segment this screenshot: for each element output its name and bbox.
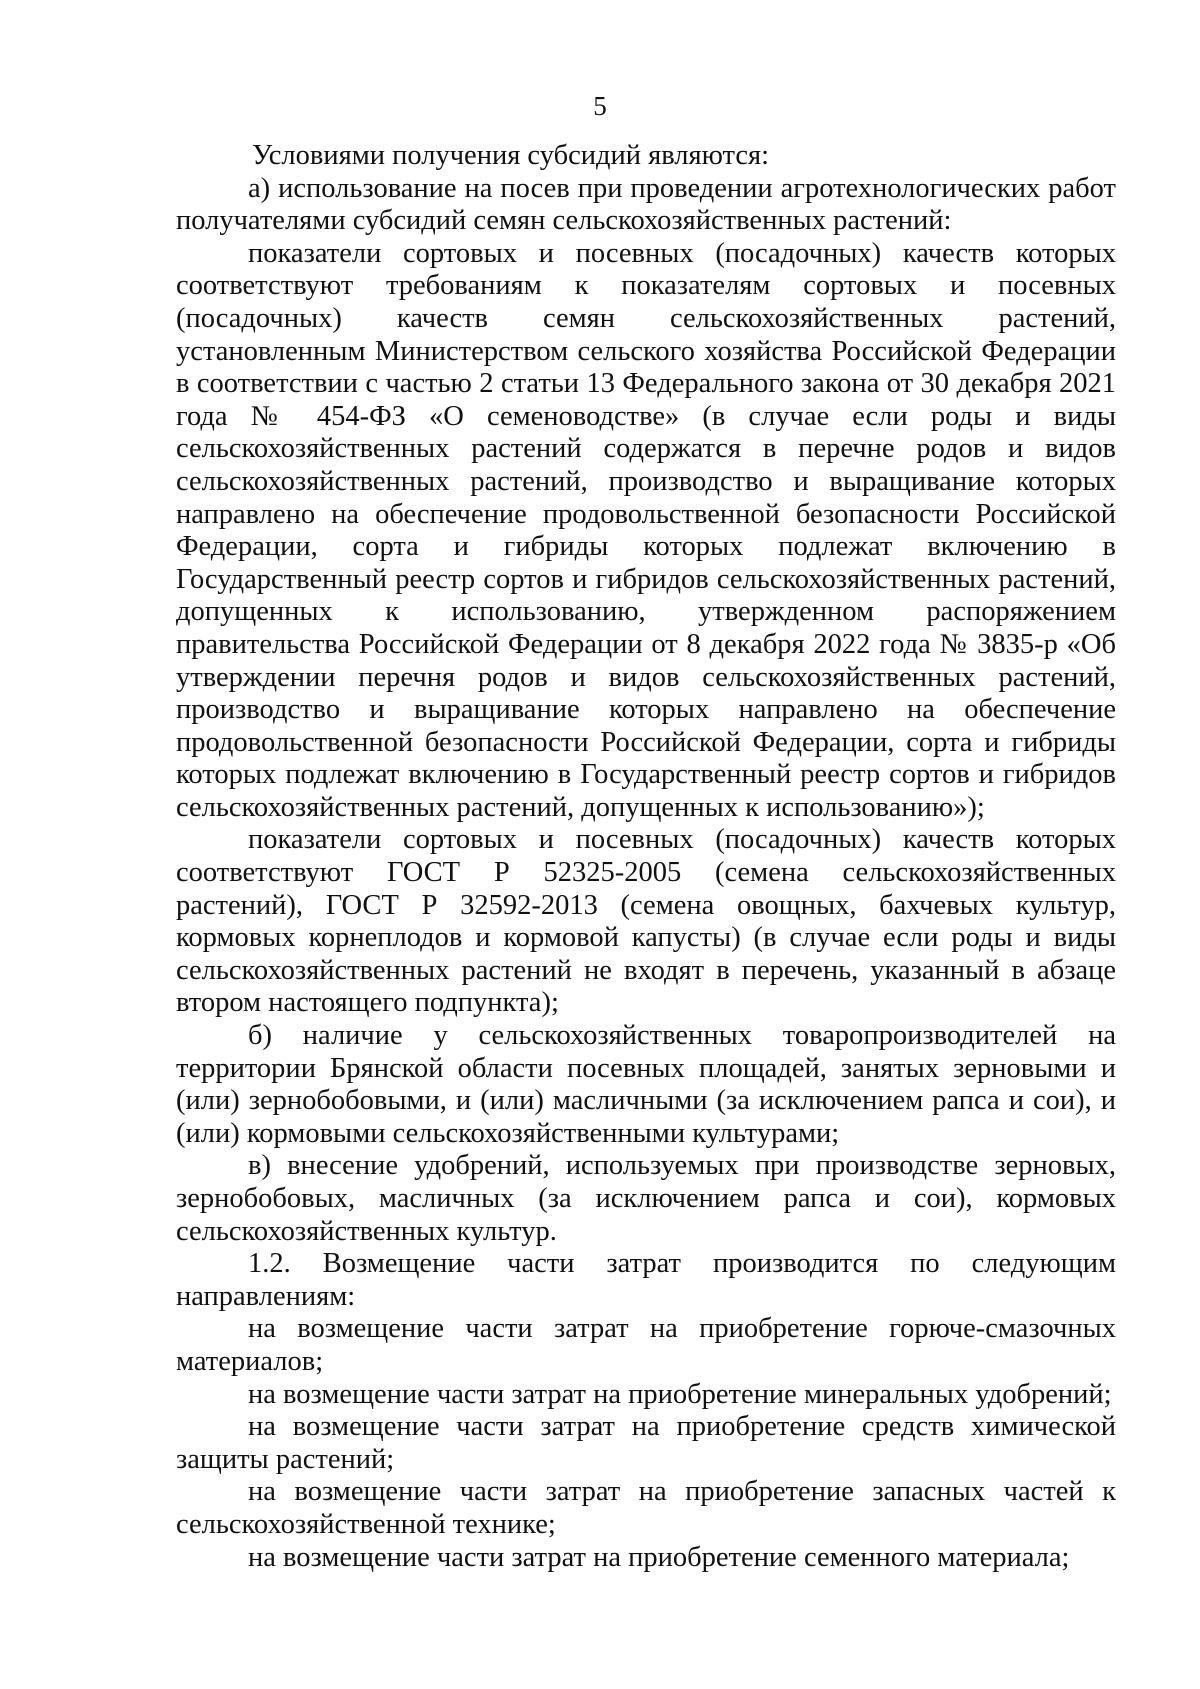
- paragraph-direction-spare-parts: на возмещение части затрат на приобретение запасных частей к сельскохозяйственной технике;: [176, 1476, 1116, 1540]
- page-number: 5: [593, 91, 607, 121]
- paragraph-direction-fuel: на возмещение части затрат на приобретение горюче-смазочных материалов;: [176, 1313, 1116, 1377]
- paragraph-condition-b: б) наличие у сельскохозяйственных товаропроизводителей на территории Брянской области посевных площадей, занятых зерновыми и (или) зернобобовыми, и (или) масличными (за исключением рапса и сои), и (или) кормовыми сельскохозяйственными культурами;: [176, 1020, 1116, 1149]
- paragraph-condition-a: а) использование на посев при проведении агротехнологических работ получателями субсидий семян сельскохозяйственных растений:: [176, 172, 1116, 237]
- paragraph-section-1-2: 1.2. Возмещение части затрат производится по следующим направлениям:: [176, 1248, 1116, 1312]
- paragraph-seed-quality-gost: показатели сортовых и посевных (посадочных) качеств которых соответствуют ГОСТ Р 52325-2005 (семена сельскохозяйственных растений), ГОСТ Р 32592-2013 (семена овощных, бахчевых культур, кормовых корнеплодов и кормовой капусты) (в случае если роды и виды сельскохозяйственных растений не входят в перечень, указанный в абзаце втором настоящего подпункта);: [176, 824, 1116, 1019]
- paragraph-seed-quality-requirements: показатели сортовых и посевных (посадочных) качеств которых соответствуют требованиям к показателям сортовых и посевных (посадочных) качеств семян сельскохозяйственных растений, установленным Министерством сельского хозяйства Российской Федерации в соответствии с частью 2 статьи 13 Федерального закона от 30 декабря 2021 года № 454-ФЗ «О семеноводстве» (в случае если роды и виды сельскохозяйственных растений содержатся в перечне родов и видов сельскохозяйственных растений, производство и выращивание которых направлено на обеспечение продовольственной безопасности Российской Федерации, сорта и гибриды которых подлежат включению в Государственный реестр сортов и гибридов сельскохозяйственных растений, допущенных к использованию, утвержденном распоряжением правительства Российской Федерации от 8 декабря 2022 года № 3835-р «Об утверждении перечня родов и видов сельскохозяйственных растений, производство и выращивание которых направлено на обеспечение продовольственной безопасности Российской Федерации, сорта и гибриды которых подлежат включению в Государственный реестр сортов и гибридов сельскохозяйственных растений, допущенных к использованию»);: [176, 237, 1116, 823]
- paragraph-direction-fertilizers: на возмещение части затрат на приобретение минеральных удобрений;: [248, 1378, 1112, 1410]
- paragraph-direction-seed-material: на возмещение части затрат на приобретение семенного материала;: [248, 1541, 1070, 1573]
- paragraph-direction-chemical-protection: на возмещение части затрат на приобретение средств химической защиты растений;: [176, 1411, 1116, 1475]
- paragraph-condition-v: в) внесение удобрений, используемых при производстве зерновых, зернобобовых, масличных (за исключением рапса и сои), кормовых сельскохозяйственных культур.: [176, 1150, 1116, 1247]
- document-body: [176, 140, 1116, 1574]
- paragraph-conditions-intro: Условиями получения субсидий являются:: [252, 140, 770, 171]
